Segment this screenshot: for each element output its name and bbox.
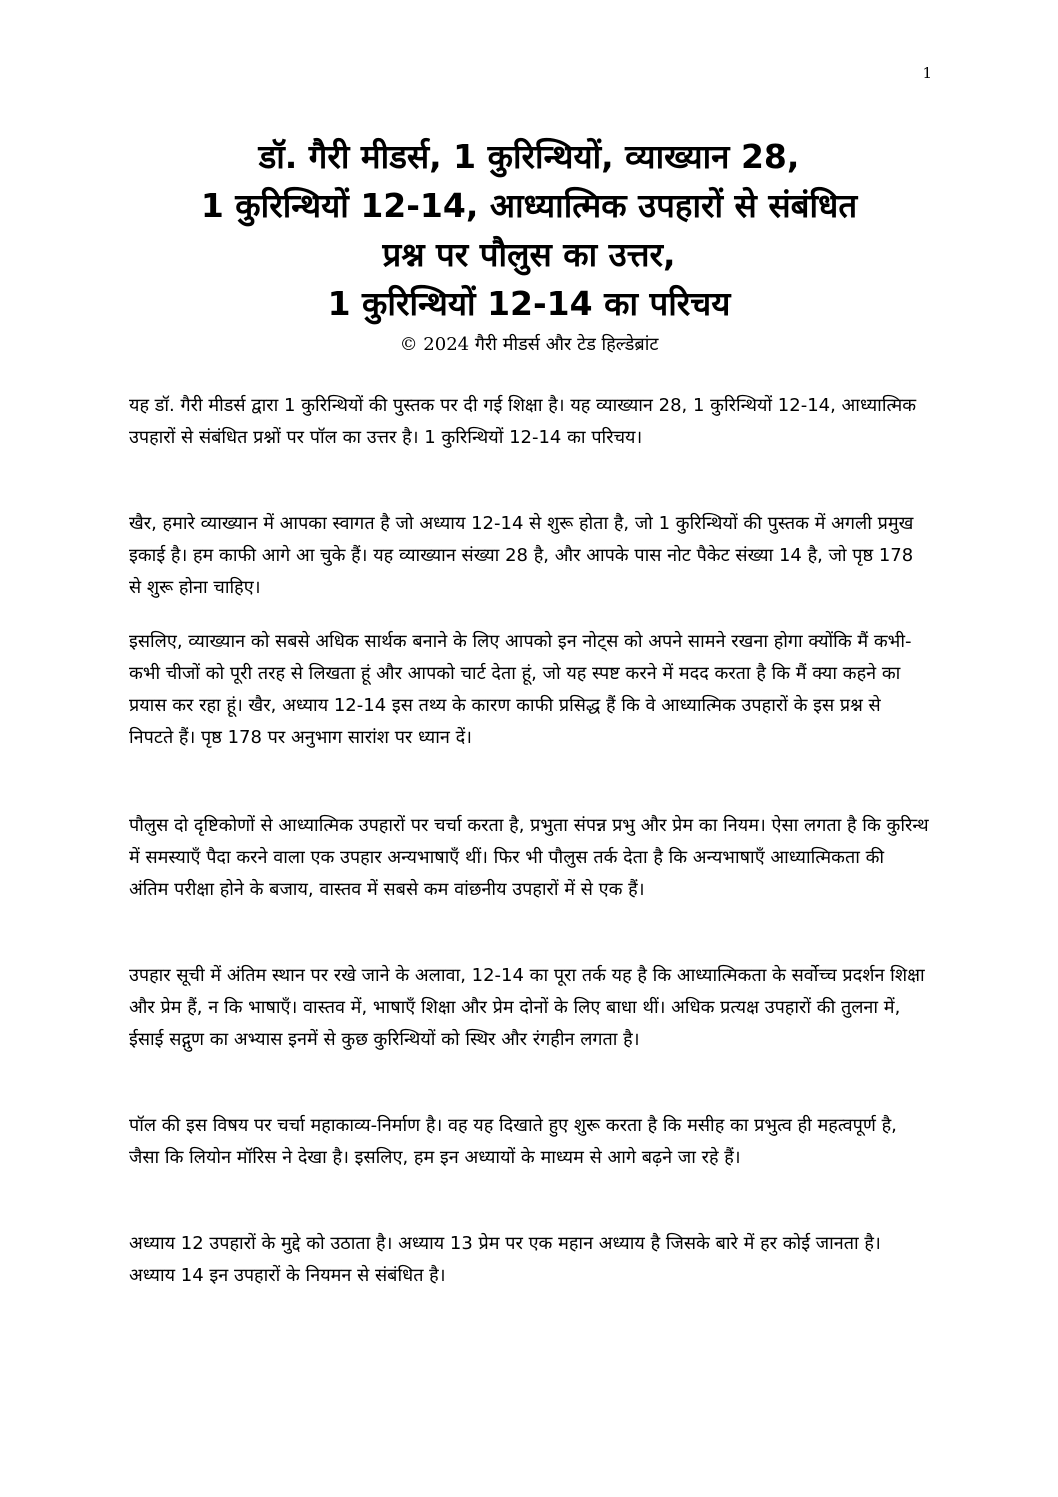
page-number: 1 xyxy=(922,64,932,82)
paragraph: अध्याय 12 उपहारों के मुद्दे को उठाता है। अध्याय 13 प्रेम पर एक महान अध्याय है जिसके बारे में हर कोई जानता है। अध्याय 14 इन उपहारों के नियमन से संबंधित है। xyxy=(129,1233,881,1286)
title-line: 1 कुरिन्थियों 12-14 का परिचय xyxy=(327,284,731,323)
paragraph: पॉल की इस विषय पर चर्चा महाकाव्य-निर्माण है। वह यह दिखाते हुए शुरू करता है कि मसीह का प्रभुत्व ही महत्वपूर्ण है, जैसा कि लियोन मॉरिस ने देखा है। इसलिए, हम इन अध्यायों के माध्यम से आगे बढ़ने जा रहे हैं। xyxy=(129,1115,897,1168)
paragraph: उपहार सूची में अंतिम स्थान पर रखे जाने के अलावा, 12-14 का पूरा तर्क यह है कि आध्यात्मिकता के सर्वोच्च प्रदर्शन शिक्षा और प्रेम हैं, न कि भाषाएँ। वास्तव में, भाषाएँ शिक्षा और प्रेम दोनों के लिए बाधा थीं। अधिक प्रत्यक्ष उपहारों की तुलना में, ईसाई सद्गुण का अभ्यास इनमें से कुछ कुरिन्थियों को स्थिर और रंगहीन लगता है। xyxy=(129,965,925,1050)
title-line: प्रश्न पर पौलुस का उत्तर, xyxy=(382,235,676,274)
paragraph: इसलिए, व्याख्यान को सबसे अधिक सार्थक बनाने के लिए आपको इन नोट्स को अपने सामने रखना होगा क्योंकि मैं कभी-कभी चीजों को पूरी तरह से लिखता हूं और आपको चार्ट देता हूं, जो यह स्पष्ट करने में मदद करता है कि मैं क्या कहने का प्रयास कर रहा हूं। खैर, अध्याय 12-14 इस तथ्य के कारण काफी प्रसिद्ध हैं कि वे आध्यात्मिक उपहारों के इस प्रश्न से निपटते हैं। पृष्ठ 178 पर अनुभाग सारांश पर ध्यान दें। xyxy=(129,631,912,748)
paragraph: पौलुस दो दृष्टिकोणों से आध्यात्मिक उपहारों पर चर्चा करता है, प्रभुता संपन्न प्रभु और प्रेम का नियम। ऐसा लगता है कि कुरिन्थ में समस्याएँ पैदा करने वाला एक उपहार अन्यभाषाएँ थीं। फिर भी पौलुस तर्क देता है कि अन्यभाषाएँ आध्यात्मिकता की अंतिम परीक्षा होने के बजाय, वास्तव में सबसे कम वांछनीय उपहारों में से एक हैं। xyxy=(129,815,929,900)
copyright-notice: © 2024 गैरी मीडर्स और टेड हिल्डेब्रांट xyxy=(399,334,659,355)
paragraph: खैर, हमारे व्याख्यान में आपका स्वागत है जो अध्याय 12-14 से शुरू होता है, जो 1 कुरिन्थियों की पुस्तक में अगली प्रमुख इकाई है। हम काफी आगे आ चुके हैं। यह व्याख्यान संख्या 28 है, और आपके पास नोट पैकेट संख्या 14 है, जो पृष्ठ 178 से शुरू होना चाहिए। xyxy=(129,513,914,598)
paragraph: यह डॉ. गैरी मीडर्स द्वारा 1 कुरिन्थियों की पुस्तक पर दी गई शिक्षा है। यह व्याख्यान 28, 1 कुरिन्थियों 12-14, आध्यात्मिक उपहारों से संबंधित प्रश्नों पर पॉल का उत्तर है। 1 कुरिन्थियों 12-14 का परिचय। xyxy=(129,395,917,448)
title-line: 1 कुरिन्थियों 12-14, आध्यात्मिक उपहारों से संबंधित xyxy=(200,186,858,225)
page-title xyxy=(100,132,958,328)
title-line: डॉ. गैरी मीडर्स, 1 कुरिन्थियों, व्याख्यान 28, xyxy=(258,137,800,176)
